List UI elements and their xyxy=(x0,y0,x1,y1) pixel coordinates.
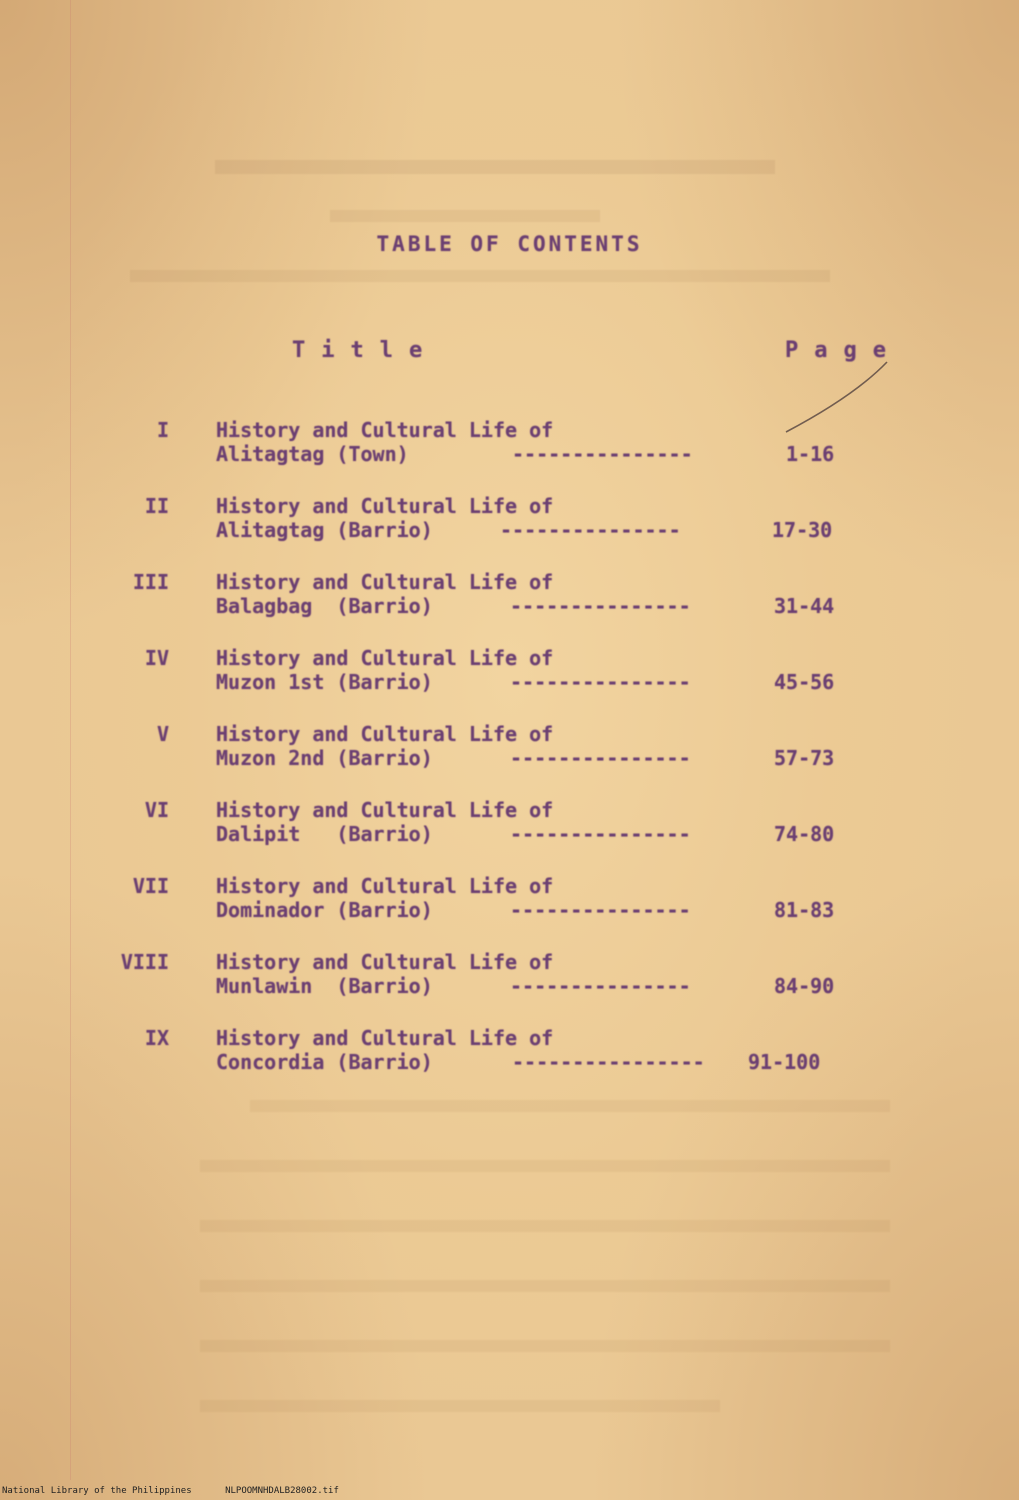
toc-entry xyxy=(0,950,1019,1010)
bleed-through-mark xyxy=(130,270,830,282)
toc-entry xyxy=(0,874,1019,934)
toc-entry xyxy=(0,1026,1019,1086)
entry-title-line2: Muzon 1st (Barrio) xyxy=(216,670,433,694)
entry-leader: --------------- xyxy=(510,974,691,998)
entry-numeral: VIII xyxy=(120,950,169,974)
entry-title-line2: Dominador (Barrio) xyxy=(216,898,433,922)
toc-entry xyxy=(0,798,1019,858)
column-header-title: Title xyxy=(292,338,439,363)
entry-title-line2: Muzon 2nd (Barrio) xyxy=(216,746,433,770)
entry-numeral: I xyxy=(156,418,169,442)
entry-pages: 74-80 xyxy=(774,822,835,846)
entry-pages: 91-100 xyxy=(748,1050,821,1074)
entry-leader: --------------- xyxy=(512,442,693,466)
entry-pages: 1-16 xyxy=(786,442,835,466)
toc-entry xyxy=(0,494,1019,554)
entry-leader: --------------- xyxy=(510,822,691,846)
entry-title-line2: Balagbag (Barrio) xyxy=(216,594,433,618)
bleed-through-mark xyxy=(250,1100,890,1112)
entry-title-line1: History and Cultural Life of xyxy=(216,570,554,594)
entry-leader: ---------------- xyxy=(512,1050,705,1074)
toc-entry xyxy=(0,570,1019,630)
bleed-through-mark xyxy=(200,1220,890,1232)
entry-leader: --------------- xyxy=(510,898,691,922)
entry-title-line2: Alitagtag (Barrio) xyxy=(216,518,433,542)
footer-filename: NLPOOMNHDALB28002.tif xyxy=(225,1486,339,1496)
entry-leader: --------------- xyxy=(510,746,691,770)
entry-numeral: VII xyxy=(132,874,169,898)
bleed-through-mark xyxy=(200,1400,720,1412)
entry-pages: 81-83 xyxy=(774,898,835,922)
document-heading: TABLE OF CONTENTS xyxy=(376,232,643,256)
entry-title-line1: History and Cultural Life of xyxy=(216,1026,554,1050)
column-header-page: Page xyxy=(785,338,902,363)
entry-numeral: IV xyxy=(144,646,169,670)
entry-pages: 17-30 xyxy=(772,518,833,542)
entry-title-line1: History and Cultural Life of xyxy=(216,874,554,898)
toc-entry xyxy=(0,722,1019,782)
entry-title-line1: History and Cultural Life of xyxy=(216,494,554,518)
entry-numeral: II xyxy=(144,494,169,518)
entry-pages: 45-56 xyxy=(774,670,835,694)
entry-title-line1: History and Cultural Life of xyxy=(216,418,554,442)
entry-title-line2: Munlawin (Barrio) xyxy=(216,974,433,998)
entry-title-line1: History and Cultural Life of xyxy=(216,798,554,822)
entry-numeral: VI xyxy=(144,798,169,822)
bleed-through-mark xyxy=(200,1160,890,1172)
entry-pages: 31-44 xyxy=(774,594,835,618)
entry-pages: 57-73 xyxy=(774,746,835,770)
entry-numeral: III xyxy=(132,570,169,594)
bleed-through-mark xyxy=(330,210,600,222)
toc-entry xyxy=(0,646,1019,706)
bleed-through-mark xyxy=(200,1280,890,1292)
entry-leader: --------------- xyxy=(500,518,681,542)
entry-leader: --------------- xyxy=(510,670,691,694)
entry-numeral: V xyxy=(156,722,169,746)
bleed-through-mark xyxy=(200,1340,890,1352)
footer-library: National Library of the Philippines xyxy=(2,1486,192,1496)
toc-entry xyxy=(0,418,1019,478)
entry-pages: 84-90 xyxy=(774,974,835,998)
bleed-through-mark xyxy=(215,160,775,174)
scan-footer xyxy=(2,1486,367,1496)
entry-title-line1: History and Cultural Life of xyxy=(216,950,554,974)
entry-leader: --------------- xyxy=(510,594,691,618)
entry-title-line1: History and Cultural Life of xyxy=(216,646,554,670)
entry-title-line1: History and Cultural Life of xyxy=(216,722,554,746)
entry-title-line2: Alitagtag (Town) xyxy=(216,442,409,466)
entry-numeral: IX xyxy=(144,1026,169,1050)
entry-title-line2: Dalipit (Barrio) xyxy=(216,822,433,846)
entry-title-line2: Concordia (Barrio) xyxy=(216,1050,433,1074)
